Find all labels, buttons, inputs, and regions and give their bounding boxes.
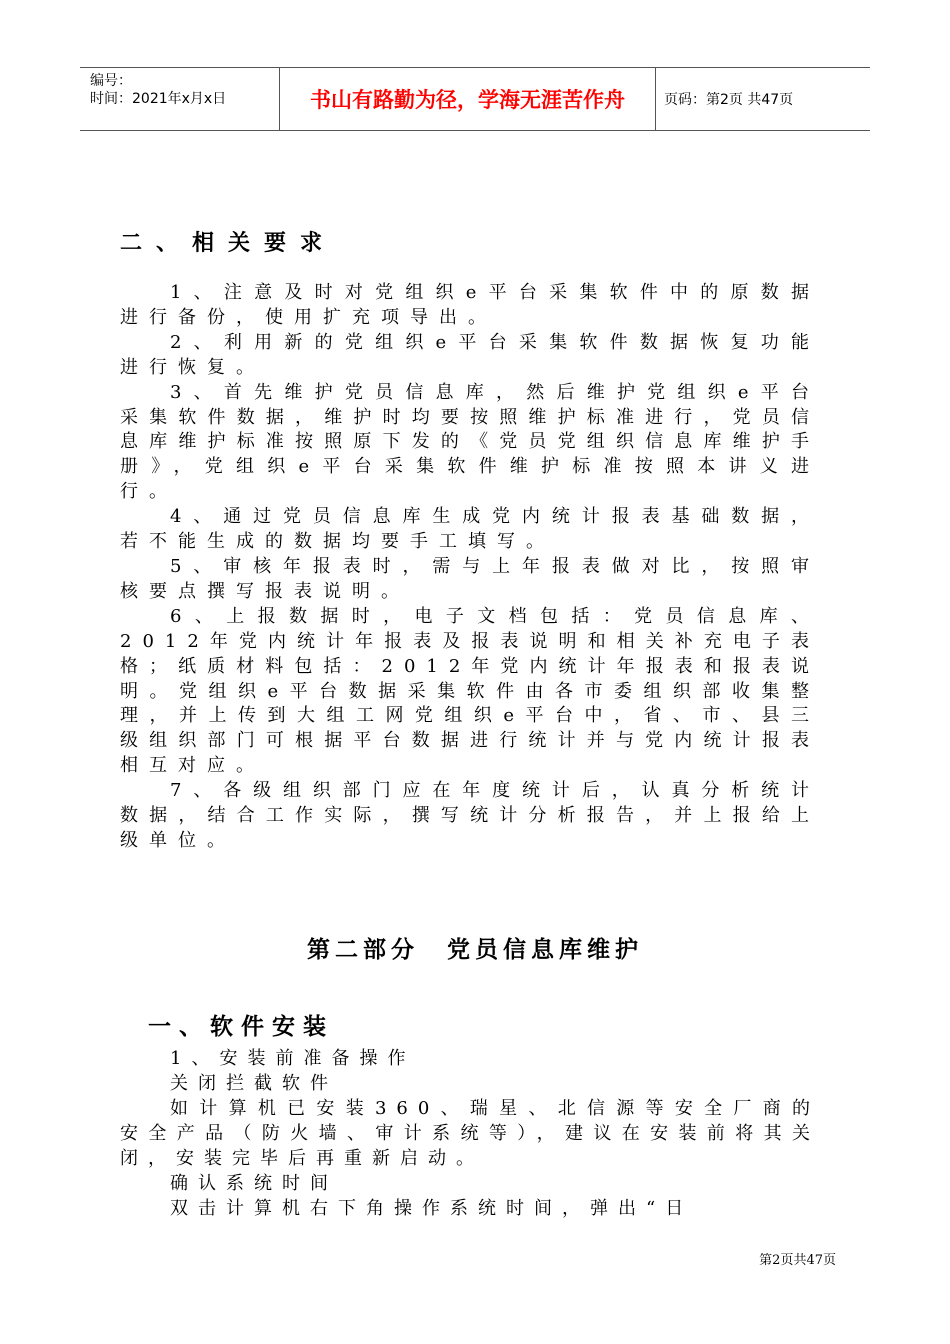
requirement-item: 6、上报数据时，电子文档包括：党员信息库、2012年党内统计年报表及报表说明和相关补充电子表格；纸质材料包括：2012年党内统计年报表和报表说明。党组织e平台数据采集软件由各市委组织部收集整理，并上传到大组工网党组织e平台中，省、市、县三级组织部门可根据平台数据进行统计并与党内统计报表相互对应。: [120, 605, 820, 777]
requirement-item: 7、各级组织部门应在年度统计后，认真分析统计数据，结合工作实际，撰写统计分析报告，并上报给上级单位。: [120, 780, 820, 851]
install-heading: 一、软件安装: [148, 1014, 334, 1040]
requirement-item: 3、首先维护党员信息库，然后维护党组织e平台采集软件数据，维护时均要按照维护标准进行，党员信息库维护标准按照原下发的《党员党组织信息库维护手册》，党组织e平台采集软件维护标准按照本讲义进行。: [120, 381, 820, 503]
page-footer: 第2页共47页: [759, 1253, 836, 1268]
requirement-item: 5、审核年报表时，需与上年报表做对比，按照审核要点撰写报表说明。: [120, 555, 820, 602]
number-label: 编号：: [90, 73, 132, 89]
header-meta: [80, 68, 280, 130]
section-heading: 二、相关要求: [120, 231, 337, 256]
install-subheading: 确认系统时间: [170, 1173, 338, 1194]
requirements-body: [120, 281, 820, 854]
date-line: 时间：2021年x月x日: [90, 91, 227, 107]
install-paragraph: 双击计算机右下角操作系统时间，弹出“日: [170, 1198, 694, 1219]
header-page-info: 页码：第2页 共47页: [664, 92, 794, 108]
requirement-item: 2、利用新的党组织e平台采集软件数据恢复功能进行恢复。: [120, 331, 820, 378]
requirement-item: 1、注意及时对党组织e平台采集软件中的原数据进行备份，使用扩充项导出。: [120, 282, 820, 328]
install-subheading: 关闭拦截软件: [170, 1073, 338, 1094]
install-step: 1、安装前准备操作: [170, 1048, 416, 1069]
install-body: [120, 1046, 820, 1221]
header-motto: 书山有路勤为径，学海无涯苦作舟: [280, 68, 656, 130]
requirement-item: 4、通过党员信息库生成党内统计报表基础数据，若不能生成的数据均要手工填写。: [120, 506, 820, 553]
install-paragraph: 如计算机已安装360、瑞星、北信源等安全厂商的安全产品（防火墙、审计系统等），建议在安装前将其关闭，安装完毕后再重新启动。: [120, 1098, 820, 1169]
page-header: [80, 67, 870, 131]
part-title: 第二部分 党员信息库维护: [307, 937, 643, 963]
